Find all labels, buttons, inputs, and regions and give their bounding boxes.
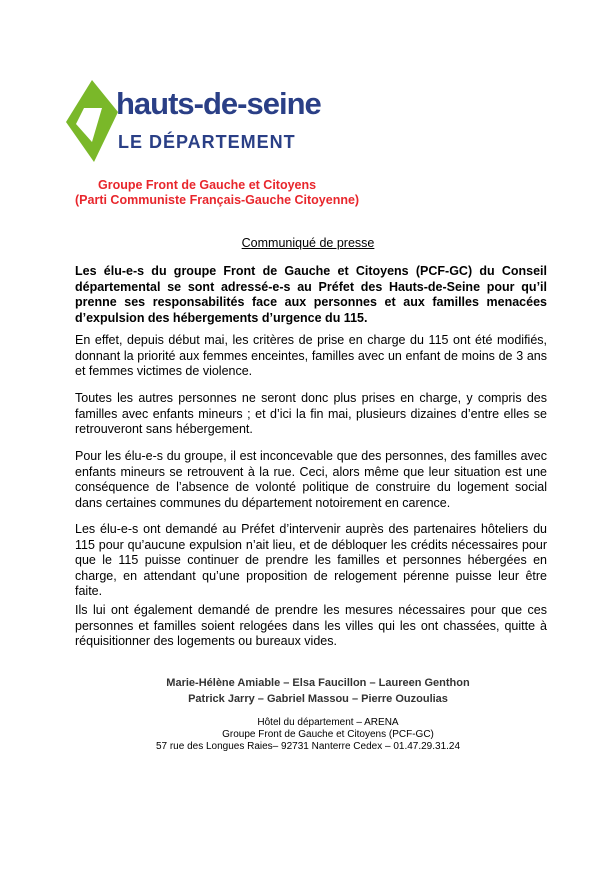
party-name: (Parti Communiste Français-Gauche Citoyenne) [75, 193, 360, 207]
address-line-3: 57 rue des Longues Raies– 92731 Nanterre Cedex – 01.47.29.31.24 [155, 741, 461, 752]
leaf-logo-icon [62, 78, 122, 164]
address-line-1: Hôtel du département – ARENA [257, 717, 399, 728]
group-name: Groupe Front de Gauche et Citoyens [98, 178, 317, 192]
page-title: Communiqué de presse [241, 236, 375, 250]
logo-brand-text: hauts-de-seine [116, 86, 321, 121]
signatories-line-1: Marie-Hélène Amiable – Elsa Faucillon – Laureen Genthon [166, 677, 470, 689]
paragraph-2: Toutes les autres personnes ne seront donc plus prises en charge, y compris des familles avec enfants mineurs ; et d’ici la fin mai, plusieurs dizaines d’entre elles se retrouveront sans hébergement. [75, 391, 547, 436]
intro-paragraph: Les élu-e-s du groupe Front de Gauche et Citoyens (PCF-GC) du Conseil départemental se sont adressé-e-s au Préfet des Hauts-de-Seine pour qu’il prenne ses responsabilités face aux personnes et aux familles menacées d’expulsion des hébergements d’urgence du 115. [75, 264, 547, 325]
paragraph-4: Les élu-e-s ont demandé au Préfet d’intervenir auprès des partenaires hôteliers du 115 pour qu’aucune expulsion n’ait lieu, et de débloquer les crédits nécessaires pour que le 115 puisse continuer de prendre les familles et personnes hébergées en charge, en attendant qu’une proposition de relogement pérenne puisse leur être faite. [75, 522, 547, 598]
paragraph-5: Ils lui ont également demandé de prendre les mesures nécessaires pour que ces personnes et familles soient relogées dans les villes qui les ont chassées, quitte à réquisitionner des logements ou bureaux vides. [75, 603, 547, 648]
signatories-line-2: Patrick Jarry – Gabriel Massou – Pierre Ouzoulias [188, 693, 448, 705]
paragraph-1: En effet, depuis début mai, les critères de prise en charge du 115 ont été modifiés, donnant la priorité aux femmes enceintes, familles avec un enfant de moins de 3 ans et femmes victimes de violence. [75, 333, 547, 378]
logo-subtitle-text: LE DÉPARTEMENT [118, 132, 296, 152]
paragraph-3: Pour les élu-e-s du groupe, il est inconcevable que des personnes, des familles avec enfants mineurs se retrouvent à la rue. Ceci, alors même que leur situation est une conséquence de l’absence de volonté politique de construire du logement social dans certaines communes du département notoirement en carence. [75, 449, 547, 510]
address-line-2: Groupe Front de Gauche et Citoyens (PCF-GC) [222, 729, 434, 740]
